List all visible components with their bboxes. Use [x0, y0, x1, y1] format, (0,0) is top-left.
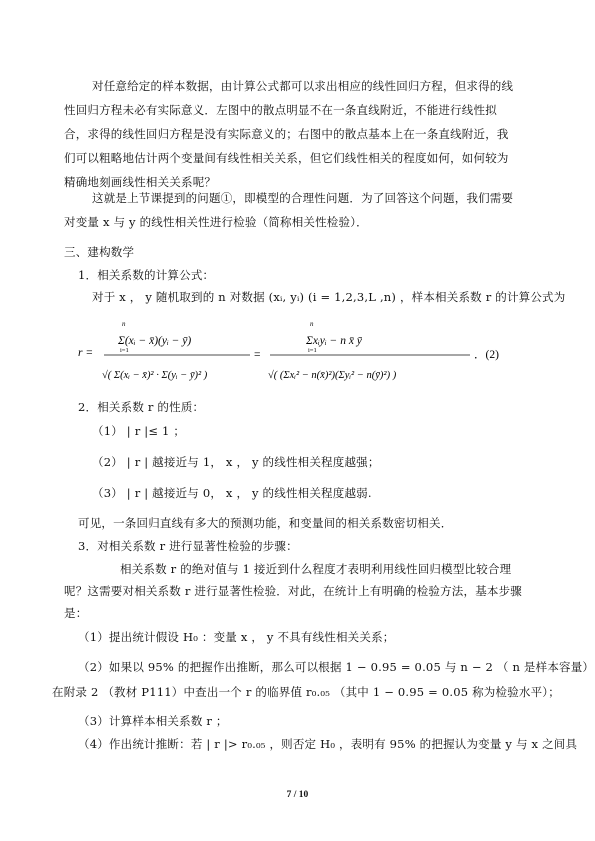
property-line: （2） | r | 越接近与 1， x ， y 的线性相关程度越强； — [92, 455, 380, 469]
item-heading: 2．相关系数 r 的性质： — [78, 400, 205, 414]
step-line: （4）作出统计推断：若 | r |> r₀.₀₅ ，则否定 H₀ ，表明有 95% 的把握认为变量 y 与 x 之间具 — [78, 737, 578, 751]
item-heading: 1．相关系数的计算公式： — [78, 268, 215, 282]
numerator-1: Σ(xᵢ − x̄)(yᵢ − ȳ) — [118, 335, 192, 347]
sum-lower: i=1 — [120, 347, 129, 354]
paragraph-line: 合，求得的线性回归方程是没有实际意义的；右图中的散点基本上在一条直线附近，我 — [64, 127, 509, 141]
page-number: 7 / 10 — [286, 790, 309, 800]
item-heading: 3．对相关系数 r 进行显著性检验的步骤： — [78, 539, 298, 553]
paragraph-line: 对于 x ， y 随机取到的 n 对数据 (xᵢ, yᵢ) (i = 1,2,3,L ,n) ，样本相关系数 r 的计算公式为 — [92, 290, 566, 304]
paragraph-line: 是： — [64, 606, 88, 620]
sum-lower: i=1 — [308, 347, 317, 354]
step-line: （1）提出统计假设 H₀ ：变量 x ， y 不具有线性相关关系； — [78, 630, 395, 644]
paragraph-line: 对任意给定的样本数据，由计算公式都可以求出相应的线性回归方程，但求得的线 — [92, 79, 514, 93]
denominator-1: √( Σ(xᵢ − x̄)² · Σ(yᵢ − ȳ)² ) — [102, 370, 208, 381]
paragraph-line: 对变量 x 与 y 的线性相关性进行检验（简称相关性检验）． — [64, 215, 368, 229]
numerator-2: Σxᵢyᵢ − n x̄ ȳ — [306, 335, 362, 347]
sum-upper: n — [122, 320, 126, 328]
step-line: 在附录 2 （教材 P111）中查出一个 r 的临界值 r₀.₀₅ （其中 1 − 0.95 = 0.05 称为检验水平）； — [52, 685, 560, 699]
correlation-formula — [78, 318, 508, 390]
sum-upper: n — [310, 320, 314, 328]
paragraph-line: 精确地刻画线性相关关系呢？ — [64, 175, 217, 189]
paragraph-line: 性回归方程未必有实际意义．左图中的散点明显不在一条直线附近，不能进行线性拟 — [64, 103, 497, 117]
formula-lhs: r = — [78, 347, 94, 359]
equals-sign: = — [254, 349, 261, 361]
property-line: （3） | r | 越接近与 0， x ， y 的线性相关程度越弱. — [92, 486, 372, 500]
section-heading: 三、建构数学 — [64, 245, 135, 259]
equation-tag: ．(2) — [474, 349, 499, 361]
paragraph-line: 们可以粗略地估计两个变量间有线性相关关系，但它们线性相关的程度如何，如何较为 — [64, 151, 509, 165]
paragraph-line: 这就是上节课提到的问题①，即模型的合理性问题．为了回答这个问题，我们需要 — [92, 191, 514, 205]
paragraph-line: 呢？这需要对相关系数 r 进行显著性检验．对此，在统计上有明确的检验方法，基本步骤 — [64, 584, 523, 598]
denominator-2: √( (Σxᵢ² − n(x̄)²)(Σyᵢ² − n(ȳ)²) ) — [268, 370, 397, 381]
paragraph-line: 相关系数 r 的绝对值与 1 接近到什么程度才表明利用线性回归模型比较合理 — [120, 562, 512, 576]
step-line: （2）如果以 95% 的把握作出推断，那么可以根据 1 − 0.95 = 0.05 与 n − 2 （ n 是样本容量） — [78, 660, 595, 674]
step-line: （3）计算样本相关系数 r ； — [78, 714, 228, 728]
property-line: （1） | r |≤ 1 ； — [92, 424, 186, 438]
paragraph-line: 可见，一条回归直线有多大的预测功能，和变量间的相关系数密切相关． — [78, 516, 453, 530]
